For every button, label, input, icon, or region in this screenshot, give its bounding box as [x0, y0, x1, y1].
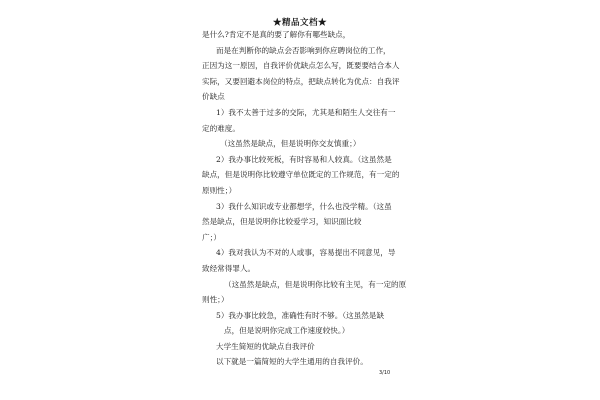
text-line: 广；）	[202, 232, 221, 242]
text-line: 实际，又要回避本岗位的特点，把缺点转化为优点：自我评	[202, 76, 400, 86]
text-line: 3）我什么知识或专业都想学，什么也没学精。（这虽	[216, 201, 392, 211]
text-line: 5）我办事比较急，准确性有时不够。（这虽然是缺	[216, 310, 385, 320]
text-line: 正因为这一原因，自我评价优缺点怎么写，既要要结合本人	[202, 61, 400, 71]
text-line: 定的难度。	[202, 123, 240, 133]
page-header-title: ★精品文档★	[272, 18, 327, 28]
text-line: 大学生简短的优缺点自我评价	[216, 341, 315, 351]
text-line: 以下就是一篇简短的大学生通用的自我评价。	[216, 357, 368, 367]
text-line: 4）我对我认为不对的人或事，容易提出不同意见，导	[216, 248, 396, 258]
text-line: 缺点，但是说明你比较遵守单位既定的工作规范，有一定的	[202, 170, 400, 180]
text-line: （这虽然是缺点，但是说明你交友慎重；）	[220, 139, 361, 149]
text-line: 是什么?肯定不是真的要了解你有哪些缺点，	[202, 30, 351, 39]
page-number: 3/10	[379, 370, 391, 376]
text-line: 1）我不太善于过多的交际，尤其是和陌生人交往有一	[216, 107, 396, 117]
text-line: 点，但是说明你完成工作速度较快。）	[224, 326, 350, 336]
text-line: 而是在判断你的缺点会否影响到你应聘岗位的工作，	[216, 45, 391, 55]
text-line: 致经常得罪人。	[202, 263, 256, 273]
text-line: 2）我办事比较死板，有时容易和人较真。（这虽然是	[216, 154, 392, 164]
text-line: 则性；）	[202, 295, 229, 305]
text-line: （这虽然是缺点，但是说明你比较有主见，有一定的原	[224, 279, 407, 289]
text-line: 然是缺点，但是说明你比较爱学习，知识面比较	[202, 217, 362, 227]
body-text	[202, 27, 407, 370]
text-line: 原则性；）	[202, 185, 237, 195]
text-line: 价缺点	[202, 92, 225, 102]
